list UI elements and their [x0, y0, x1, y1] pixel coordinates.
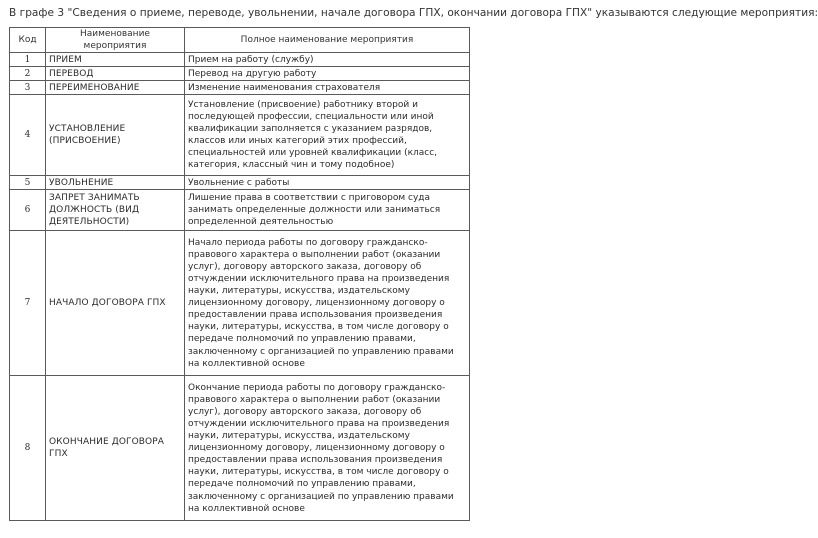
- row-short-name: ЗАПРЕТ ЗАНИМАТЬ ДОЛЖНОСТЬ (ВИД ДЕЯТЕЛЬНОСТИ): [46, 190, 185, 231]
- row-code: 2: [10, 67, 46, 81]
- intro-text: В графе 3 "Сведения о приеме, переводе, увольнении, начале договора ГПХ, окончании договора ГПХ" указываются следующие мероприятия:: [9, 7, 818, 19]
- table-row: [10, 67, 470, 81]
- row-short-name: УВОЛЬНЕНИЕ: [46, 176, 185, 190]
- row-short-name: ПЕРЕИМЕНОВАНИЕ: [46, 81, 185, 95]
- events-table: [9, 27, 470, 521]
- row-code: 5: [10, 176, 46, 190]
- row-code: 4: [10, 95, 46, 176]
- row-full-name: Изменение наименования страхователя: [185, 81, 470, 95]
- row-full-name: Начало периода работы по договору гражданско-правового характера о выполнении работ (оказании услуг), договору авторского заказа, договору об отчуждении исключительного права на произведения науки, литературы, искусства, издательскому лицензионному договору, лицензионному договору о предоставлении права использования произведения науки, литературы, искусства, в том числе договору о передаче полномочий по управлению правами, заключенному с организацией по управлению правами на коллективной основе: [185, 231, 470, 376]
- header-short-name: Наименование мероприятия: [46, 28, 185, 53]
- row-code: 3: [10, 81, 46, 95]
- row-full-name: Перевод на другую работу: [185, 67, 470, 81]
- row-code: 7: [10, 231, 46, 376]
- header-code: Код: [10, 28, 46, 53]
- row-full-name: Увольнение с работы: [185, 176, 470, 190]
- row-full-name: Прием на работу (службу): [185, 53, 470, 67]
- row-full-name: Лишение права в соответствии с приговором суда занимать определенные должности или заниматься определенной деятельностью: [185, 190, 470, 231]
- row-short-name: УСТАНОВЛЕНИЕ (ПРИСВОЕНИЕ): [46, 95, 185, 176]
- table-row: [10, 376, 470, 521]
- row-short-name: ПРИЕМ: [46, 53, 185, 67]
- row-short-name: ОКОНЧАНИЕ ДОГОВОРА ГПХ: [46, 376, 185, 521]
- row-short-name: НАЧАЛО ДОГОВОРА ГПХ: [46, 231, 185, 376]
- table-row: [10, 176, 470, 190]
- table-row: [10, 81, 470, 95]
- row-full-name: Окончание периода работы по договору гражданско-правового характера о выполнении работ (оказании услуг), договору авторского заказа, договору об отчуждении исключительного права на произведения науки, литературы, искусства, издательскому лицензионному договору, лицензионному договору о предоставлении права использования произведения науки, литературы, искусства, в том числе договору о передаче полномочий по управлению правами, заключенному с организацией по управлению правами на коллективной основе: [185, 376, 470, 521]
- row-code: 1: [10, 53, 46, 67]
- table-row: [10, 231, 470, 376]
- row-code: 8: [10, 376, 46, 521]
- table-header-row: [10, 28, 470, 53]
- header-full-name: Полное наименование мероприятия: [185, 28, 470, 53]
- row-full-name: Установление (присвоение) работнику второй и последующей профессии, специальности или иной квалификации заполняется с указанием разрядов, классов или иных категорий этих профессий, специальностей или уровней квалификации (класс, категория, классный чин и тому подобное): [185, 95, 470, 176]
- row-code: 6: [10, 190, 46, 231]
- table-row: [10, 53, 470, 67]
- table-row: [10, 95, 470, 176]
- row-short-name: ПЕРЕВОД: [46, 67, 185, 81]
- table-row: [10, 190, 470, 231]
